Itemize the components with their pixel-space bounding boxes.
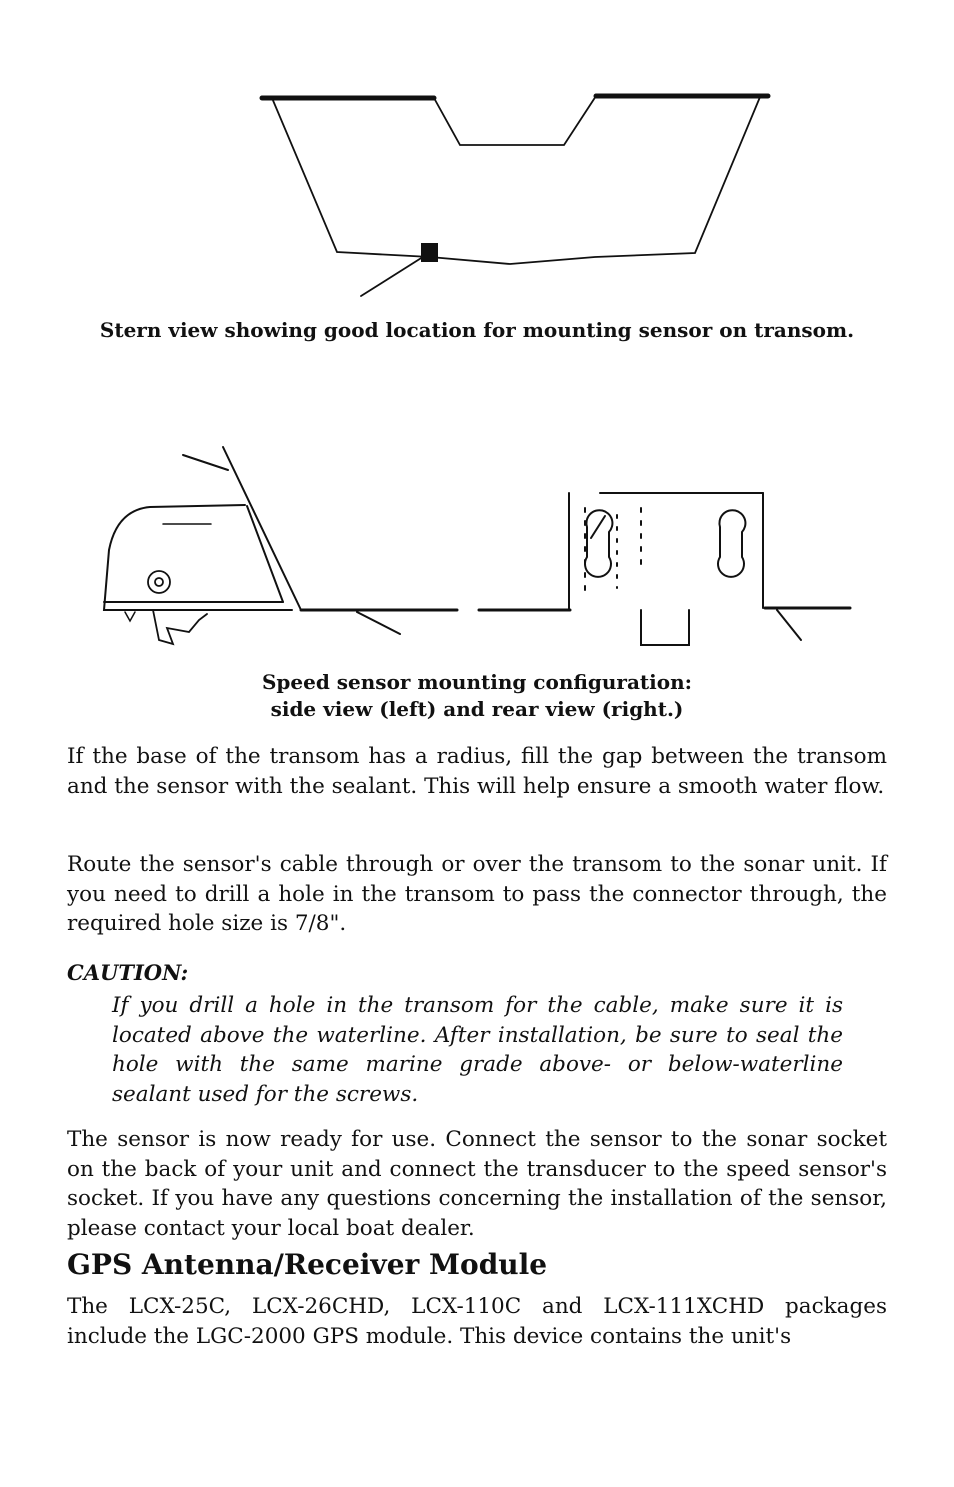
paragraph-route-cable: Route the sensor's cable through or over the transom to the sonar unit. If you need to drill a hole in the transom to pass the connector through, the required hole size is 7/8". — [67, 852, 887, 936]
section-heading: GPS Antenna/Receiver Module — [67, 1248, 548, 1281]
caution-text: If you drill a hole in the transom for the cable, make sure it is located above the waterline. After installation, be sure to seal the hole with the same marine grade above- or below-waterline sealant used for the screws. — [112, 993, 843, 1107]
speed-sensor-mounting-diagram — [95, 440, 865, 655]
figure2-caption-line1: Speed sensor mounting configuration: — [261, 670, 693, 694]
paragraph-transom-radius: If the base of the transom has a radius, fill the gap between the transom and the sensor with the sealant. This will help ensure a smooth water flow. — [67, 744, 887, 799]
paragraph-sensor-ready: The sensor is now ready for use. Connect the sensor to the sonar socket on the back of your unit and connect the transducer to the speed sensor's socket. If you have any questions concerning the installation of the sensor, please contact your local boat dealer. — [67, 1127, 887, 1241]
figure1-caption: Stern view showing good location for mounting sensor on transom. — [99, 318, 855, 342]
paragraph-gps-module: The LCX-25C, LCX-26CHD, LCX-110C and LCX-111XCHD packages include the LGC-2000 GPS module. This device contains the unit's — [67, 1294, 887, 1349]
stern-view-diagram — [250, 85, 780, 305]
caution-label: CAUTION: — [67, 960, 189, 985]
figure2-caption-line2: side view (left) and rear view (right.) — [270, 697, 684, 721]
